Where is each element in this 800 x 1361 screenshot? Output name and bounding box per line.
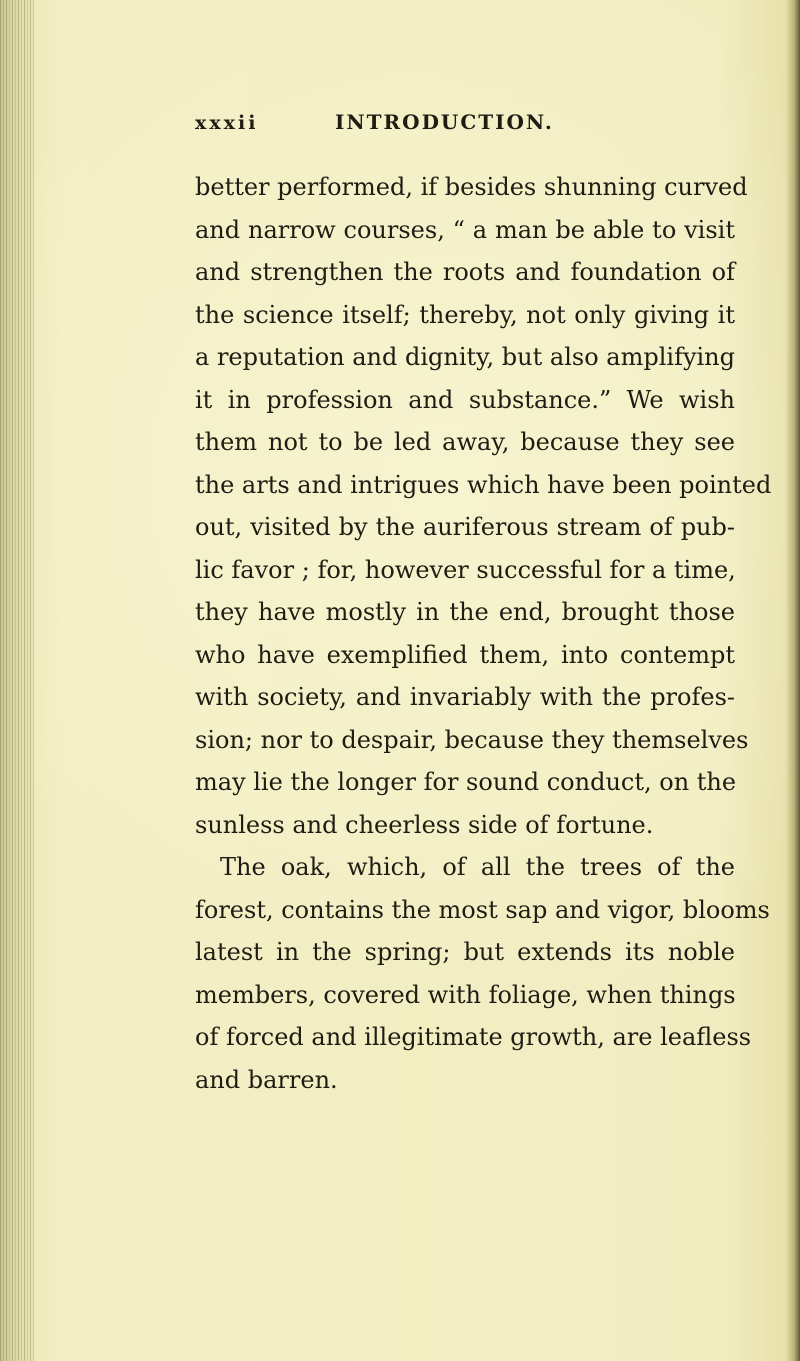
paragraph bbox=[195, 846, 770, 1101]
text-line: the science itself; thereby, not only giving it bbox=[195, 300, 735, 329]
text-line: out, visited by the auriferous stream of pub- bbox=[195, 513, 735, 541]
running-head bbox=[195, 110, 735, 138]
text-line: and narrow courses, “ a man be able to visit bbox=[195, 215, 735, 244]
book-gutter bbox=[0, 0, 34, 1361]
text-line: sion; nor to despair, because they themselves bbox=[195, 725, 749, 754]
text-line: better performed, if besides shunning curved bbox=[195, 173, 748, 201]
page-number: xxxii bbox=[195, 112, 259, 134]
text-line: with society, and invariably with the profes- bbox=[195, 683, 735, 711]
text-line: members, covered with foliage, when things bbox=[195, 980, 736, 1009]
text-line: who have exemplified them, into contempt bbox=[195, 640, 735, 669]
text-line: and barren. bbox=[195, 1065, 338, 1094]
text-line: forest, contains the most sap and vigor, blooms bbox=[195, 895, 770, 924]
text-line: a reputation and dignity, but also amplifying bbox=[195, 343, 735, 371]
text-line: sunless and cheerless side of fortune. bbox=[195, 810, 654, 839]
text-line: they have mostly in the end, brought those bbox=[195, 598, 735, 626]
text-line: lic favor ; for, however successful for a time, bbox=[195, 555, 736, 584]
text-line: may lie the longer for sound conduct, on the bbox=[195, 768, 737, 796]
text-line: latest in the spring; but extends its noble bbox=[195, 938, 735, 966]
text-line: and strengthen the roots and foundation of bbox=[195, 258, 735, 286]
paragraph bbox=[195, 166, 772, 846]
page-text bbox=[195, 110, 772, 1101]
text-line: The oak, which, of all the trees of the bbox=[220, 853, 735, 881]
text-line: of forced and illegitimate growth, are leafless bbox=[195, 1023, 752, 1051]
running-title: INTRODUCTION. bbox=[335, 110, 554, 134]
page-edge bbox=[786, 0, 800, 1361]
text-line: it in profession and substance.” We wish bbox=[195, 385, 735, 414]
text-line: them not to be led away, because they see bbox=[195, 428, 735, 456]
text-line: the arts and intrigues which have been pointed bbox=[195, 470, 772, 499]
